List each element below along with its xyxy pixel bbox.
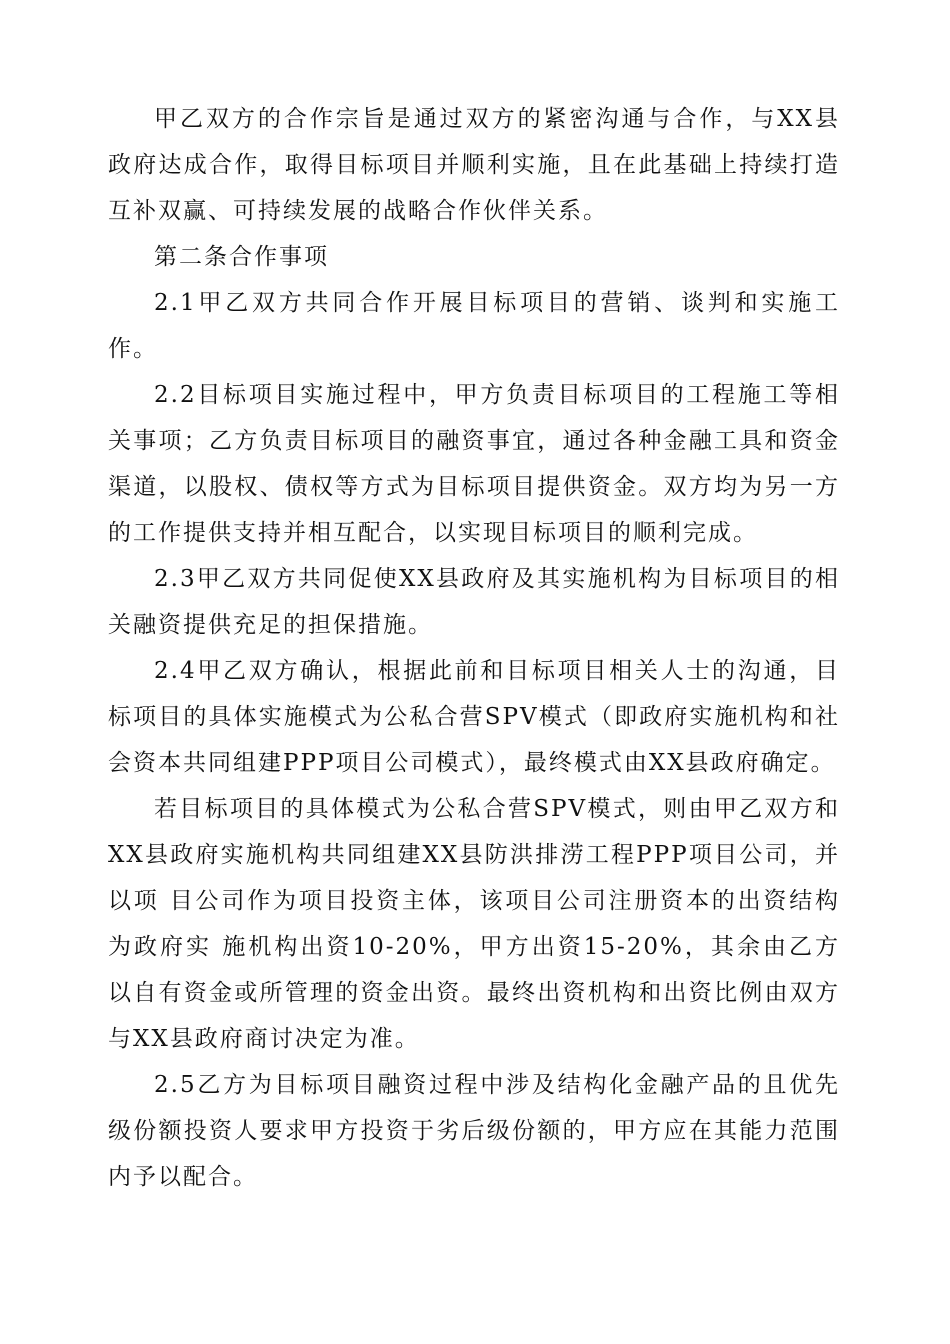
paragraph-spv-structure: 若目标项目的具体模式为公私合营SPV模式，则由甲乙双方和XX县政府实施机构共同组建XX县防洪排涝工程PPP项目公司，并以项 目公司作为项目投资主体，该项目公司注册资本的出资结构为政府实 施机构出资10-20%，甲方出资15-20%，其余由乙方以自有资金或所管理的资金出资。最终出资机构和出资比例由双方与XX县政府商讨决定为准。: [108, 796, 840, 1052]
paragraph-2-1: 2.1甲乙双方共同合作开展目标项目的营销、谈判和实施工作。: [108, 290, 840, 362]
paragraph-2-5: 2.5乙方为目标项目融资过程中涉及结构化金融产品的且优先级份额投资人要求甲方投资于劣后级份额的，甲方应在其能力范围内予以配合。: [108, 1072, 840, 1190]
section-heading-article-2: 第二条合作事项: [154, 244, 329, 270]
paragraph-2-4: 2.4甲乙双方确认，根据此前和目标项目相关人士的沟通，目标项目的具体实施模式为公私合营SPV模式（即政府实施机构和社会资本共同组建PPP项目公司模式），最终模式由XX县政府确定。: [108, 658, 840, 776]
paragraph-cooperation-purpose: 甲乙双方的合作宗旨是通过双方的紧密沟通与合作，与XX县政府达成合作，取得目标项目并顺利实施，且在此基础上持续打造互补双赢、可持续发展的战略合作伙伴关系。: [108, 106, 840, 224]
paragraph-2-3: 2.3甲乙双方共同促使XX县政府及其实施机构为目标项目的相关融资提供充足的担保措施。: [108, 566, 840, 638]
paragraph-2-2: 2.2目标项目实施过程中，甲方负责目标项目的工程施工等相关事项；乙方负责目标项目的融资事宜，通过各种金融工具和资金渠道，以股权、债权等方式为目标项目提供资金。双方均为另一方的工作提供支持并相互配合，以实现目标项目的顺利完成。: [108, 382, 840, 546]
document-body: [108, 96, 840, 1200]
